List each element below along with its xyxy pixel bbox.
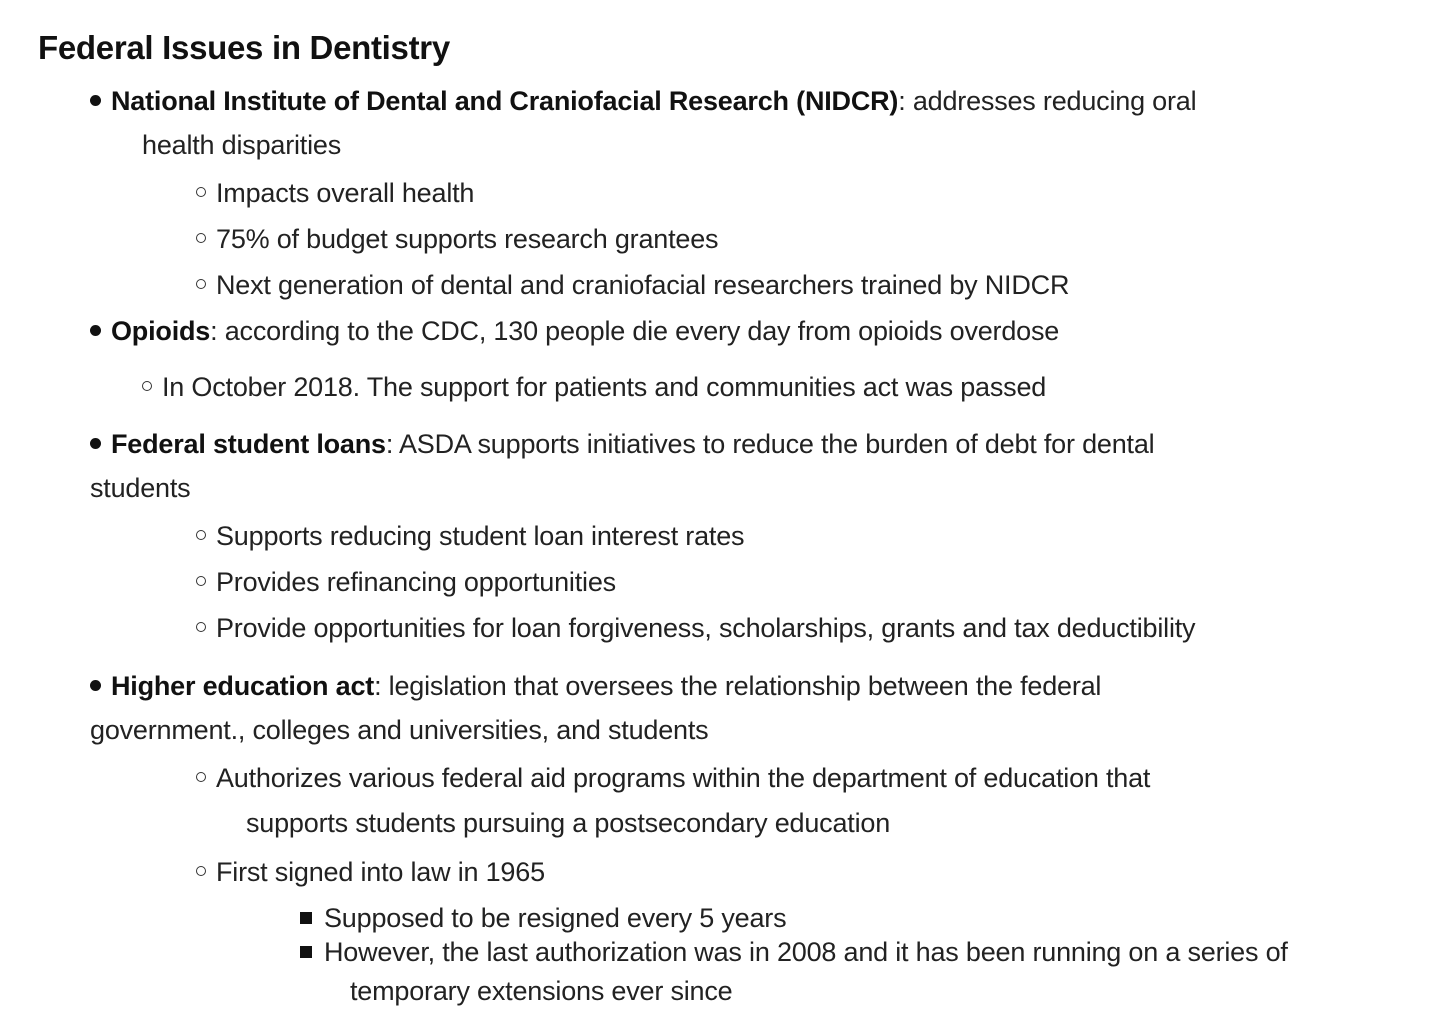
circle-bullet-icon [196, 233, 206, 243]
item-text: : according to the CDC, 130 people die every day from opioids overdose [210, 316, 1060, 346]
circle-bullet-icon [196, 530, 206, 540]
sub-sub-list-item: Supposed to be resigned every 5 years [300, 902, 786, 934]
sub-item-text-continued: supports students pursuing a postsecondary education [246, 808, 891, 838]
circle-bullet-icon [196, 622, 206, 632]
item-heading: Higher education act [111, 671, 375, 701]
sub-list-item: Impacts overall health [196, 177, 474, 209]
circle-bullet-icon [196, 772, 206, 782]
item-text: : legislation that oversees the relationship between the federal [374, 671, 1102, 701]
circle-bullet-icon [142, 381, 152, 391]
list-item-higher-education-act [90, 670, 1101, 702]
item-heading: Federal student loans [111, 429, 386, 459]
sub-list-item: Next generation of dental and craniofacial researchers trained by NIDCR [196, 269, 1069, 301]
sub-list-item: In October 2018. The support for patients and communities act was passed [142, 371, 1046, 403]
item-text: : ASDA supports initiatives to reduce the burden of debt for dental [385, 429, 1155, 459]
page-title: Federal Issues in Dentistry [38, 29, 450, 66]
disc-bullet-icon [90, 325, 101, 336]
square-bullet-icon [300, 946, 312, 958]
list-item-nidcr [90, 85, 1196, 117]
sub-list-item: 75% of budget supports research grantees [196, 223, 718, 255]
list-item-opioids [90, 315, 1059, 347]
item-text-continued: health disparities [142, 130, 342, 160]
sub-list-item: Supports reducing student loan interest rates [196, 520, 744, 552]
item-text-continued: students [90, 473, 191, 503]
square-bullet-icon [300, 912, 312, 924]
list-item-student-loans [90, 428, 1154, 460]
circle-bullet-icon [196, 576, 206, 586]
sub-list-item: Provide opportunities for loan forgiveness, scholarships, grants and tax deductibility [196, 612, 1195, 644]
sub-sub-list-item: However, the last authorization was in 2008 and it has been running on a series of [300, 936, 1288, 968]
item-heading: Opioids [111, 316, 211, 346]
disc-bullet-icon [90, 438, 101, 449]
circle-bullet-icon [196, 866, 206, 876]
circle-bullet-icon [196, 279, 206, 289]
item-heading: National Institute of Dental and Craniofacial Research (NIDCR) [111, 86, 899, 116]
circle-bullet-icon [196, 187, 206, 197]
item-text: : addresses reducing oral [898, 86, 1197, 116]
sub-list-item: Authorizes various federal aid programs within the department of education that [196, 762, 1150, 794]
sub-list-item: First signed into law in 1965 [196, 856, 545, 888]
sub-list-item: Provides refinancing opportunities [196, 566, 616, 598]
disc-bullet-icon [90, 680, 101, 691]
sub-sub-item-text-continued: temporary extensions ever since [350, 976, 733, 1006]
item-text-continued: government., colleges and universities, and students [90, 715, 709, 745]
disc-bullet-icon [90, 95, 101, 106]
